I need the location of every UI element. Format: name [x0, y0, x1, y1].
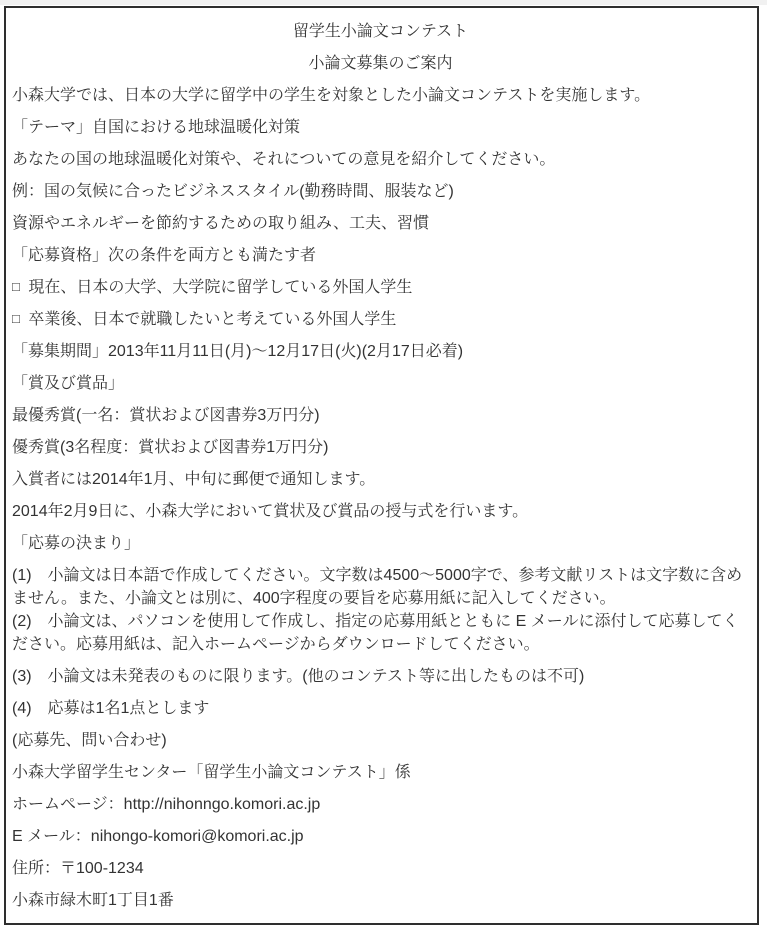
eligibility-item-2 — [12, 308, 749, 331]
application-period: 「募集期間」2013年11月11日(月)～12月17日(火)(2月17日必着) — [12, 343, 464, 360]
rule-2: (2) 小論文は、パソコンを使用して作成し、指定の応募用紙とともに E メールに添付して応募してください。応募用紙は、記入ホームページからダウンロードしてください。 — [12, 613, 739, 653]
contact-homepage: ホームページ：http://nihonngo.komori.ac.jp — [12, 796, 321, 813]
contact-heading: (応募先、問い合わせ) — [12, 732, 167, 749]
tofu-bullet-icon: □ — [12, 279, 20, 294]
rules-heading: 「応募の決まり」 — [12, 535, 141, 552]
contact-organization: 小森大学留学生センター「留学生小論文コンテスト」係 — [12, 764, 411, 781]
prizes-heading: 「賞及び賞品」 — [12, 375, 125, 392]
eligibility-heading: 「応募資格」次の条件を両方とも満たす者 — [12, 247, 317, 264]
rule-3: (3) 小論文は未発表のものに限ります。(他のコンテスト等に出したものは不可) — [12, 668, 585, 685]
contact-address-postal: 住所：〒100-1234 — [12, 860, 144, 877]
page-subtitle: 小論文募集のご案内 — [308, 55, 453, 72]
grand-prize: 最優秀賞(一名：賞状および図書券3万円分) — [12, 407, 320, 424]
theme-heading: 「テーマ」自国における地球温暖化対策 — [12, 119, 301, 136]
contact-email: E メール：nihongo-komori@komori.ac.jp — [12, 828, 304, 845]
document-border-box — [4, 6, 759, 925]
eligibility-item-2-text: 卒業後、日本で就職したいと考えている外国人学生 — [28, 311, 397, 328]
award-ceremony: 2014年2月9日に、小森大学において賞状及び賞品の授与式を行います。 — [12, 503, 529, 520]
excellence-prize: 優秀賞(3名程度：賞状および図書券1万円分) — [12, 439, 329, 456]
theme-example-2: 資源やエネルギーを節約するための取り組み、工夫、習慣 — [12, 215, 429, 232]
contact-address-street: 小森市緑木町1丁目1番 — [12, 892, 174, 909]
rules-1-2-block — [12, 564, 749, 656]
rule-1: (1) 小論文は日本語で作成してください。文字数は4500～5000字で、参考文献リストは文字数に含めません。また、小論文とは別に、400字程度の要旨を応募用紙に記入してください。 — [12, 567, 743, 607]
theme-example-1: 例：国の気候に合ったビジネススタイル(勤務時間、服装など) — [12, 183, 454, 200]
page-top-strip — [0, 0, 767, 5]
rule-4: (4) 応募は1名1点とします — [12, 700, 210, 717]
intro-paragraph: 小森大学では、日本の大学に留学中の学生を対象とした小論文コンテストを実施します。 — [12, 87, 651, 104]
tofu-bullet-icon: □ — [12, 311, 20, 326]
prize-notification: 入賞者には2014年1月、中旬に郵便で通知します。 — [12, 471, 376, 488]
eligibility-item-1 — [12, 276, 749, 299]
eligibility-item-1-text: 現在、日本の大学、大学院に留学している外国人学生 — [28, 279, 413, 296]
page-title: 留学生小論文コンテスト — [292, 23, 469, 40]
theme-description: あなたの国の地球温暖化対策や、それについての意見を紹介してください。 — [12, 151, 556, 168]
